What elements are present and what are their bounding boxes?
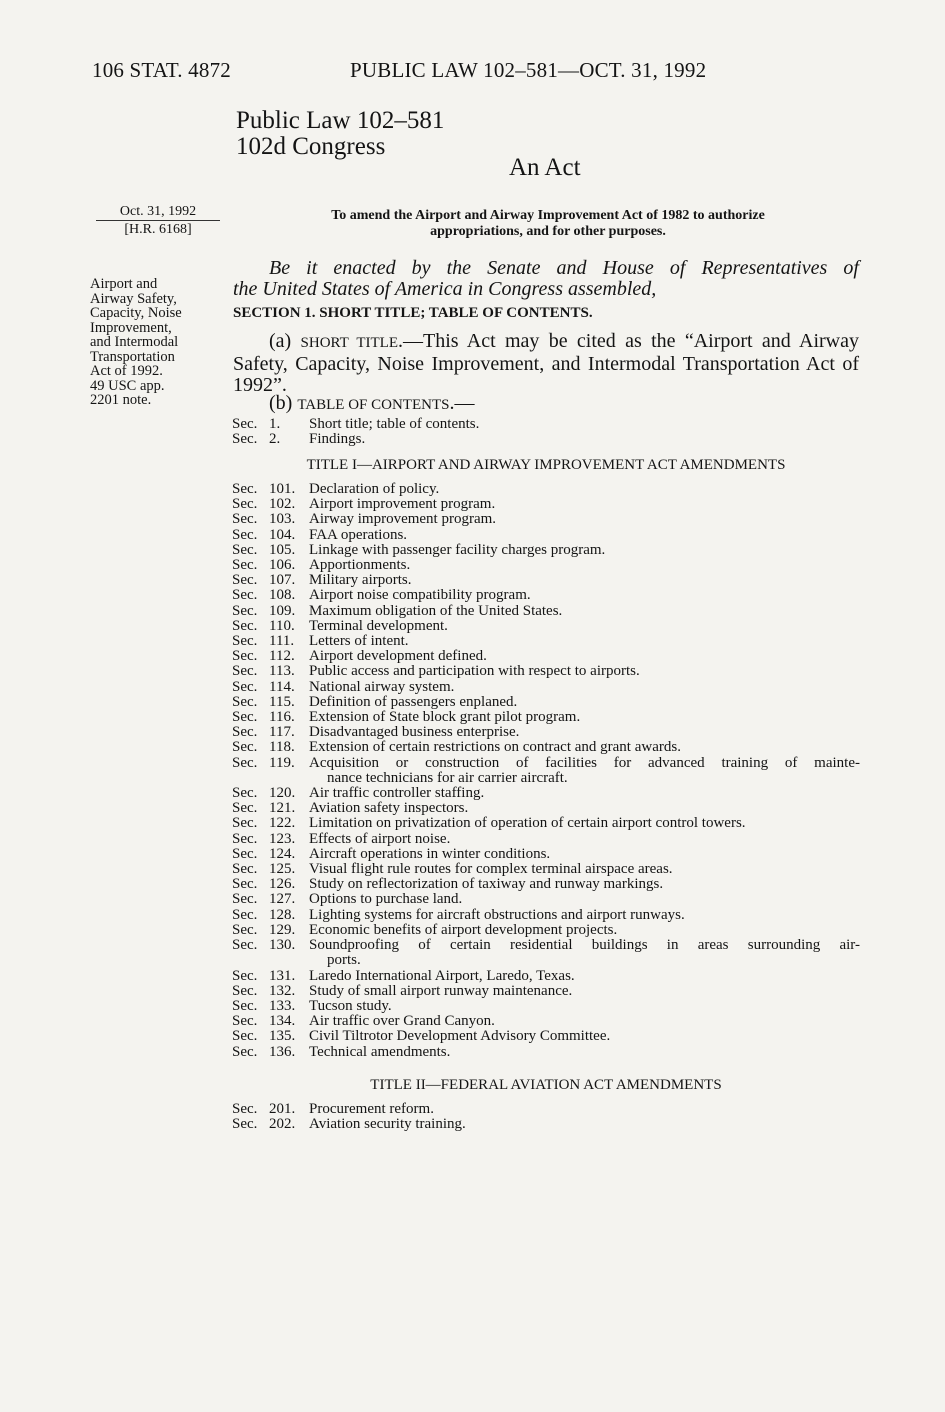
- toc-entry-title: [309, 832, 860, 847]
- title-2-section-list: [232, 1102, 860, 1132]
- toc-entry-sec-label: Sec.: [232, 830, 258, 847]
- toc-entry-title: [309, 862, 860, 877]
- enacting-line-2: the United States of America in Congress assembled,: [233, 278, 657, 300]
- margin-note-line: Transportation: [90, 348, 175, 365]
- toc-entry-number: 127.: [269, 891, 296, 908]
- enactment-date: Oct. 31, 1992: [119, 204, 197, 219]
- toc-entry-title: [309, 816, 860, 831]
- toc-entry-sec-label: Sec.: [232, 785, 258, 802]
- toc-entry-title-continued: nance technicians for air carrier aircraft.: [327, 769, 568, 786]
- toc-entry-number: 124.: [269, 845, 296, 862]
- toc-entry-title: [309, 573, 860, 588]
- toc-entry-number: 114.: [269, 678, 295, 695]
- toc-intro-list: [232, 417, 860, 447]
- toc-entry-sec-label: Sec.: [232, 511, 258, 528]
- toc-entry-title-text: Public access and participation with respect to airports.: [309, 663, 640, 680]
- toc-entry-title: [309, 1014, 860, 1029]
- toc-entry: [232, 482, 860, 497]
- bill-number: [H.R. 6168]: [124, 222, 192, 237]
- margin-date-block: [98, 203, 218, 238]
- purpose-line-2: appropriations, and for other purposes.: [430, 224, 666, 239]
- toc-entry-title-text: Letters of intent.: [309, 633, 409, 650]
- toc-entry-number: 131.: [269, 967, 296, 984]
- toc-entry: [232, 432, 860, 447]
- toc-entry-number: 105.: [269, 541, 296, 558]
- toc-entry-sec-label: Sec.: [232, 967, 258, 984]
- short-title-text: .—This Act may be cited as the “Airport and Airway Safety, Capacity, Noise Improvement, and Intermodal Transportation Act of 1992”.: [233, 330, 859, 396]
- toc-entry: [232, 786, 860, 801]
- toc-entry: [232, 801, 860, 816]
- toc-entry-title: [309, 892, 860, 907]
- toc-entry: [232, 588, 860, 603]
- toc-entry-sec-label: Sec.: [232, 541, 258, 558]
- toc-entry: [232, 649, 860, 664]
- toc-entry: [232, 847, 860, 862]
- margin-note: [90, 277, 220, 408]
- toc-entry-title-text: Soundproofing of certain residential buildings in areas surrounding air-: [309, 937, 860, 954]
- toc-entry-number: 106.: [269, 557, 296, 574]
- margin-note-line: and Intermodal: [90, 334, 179, 350]
- an-act-heading: An Act: [509, 154, 581, 181]
- toc-entry-number: 113.: [269, 663, 295, 680]
- toc-entry: [232, 664, 860, 679]
- toc-entry: [232, 832, 860, 847]
- toc-entry-number: 116.: [269, 709, 295, 726]
- toc-entry-sec-label: Sec.: [232, 572, 258, 589]
- toc-entry-sec-label: Sec.: [232, 633, 258, 650]
- toc-entry-sec-label: Sec.: [232, 754, 258, 771]
- toc-entry-sec-label: Sec.: [232, 1043, 258, 1060]
- toc-entry: [232, 634, 860, 649]
- page-stat: 106 STAT. 4872: [92, 58, 231, 82]
- toc-entry-sec-label: Sec.: [232, 1116, 258, 1133]
- toc-entry-number: 125.: [269, 861, 296, 878]
- toc-entry-title-text: Procurement reform.: [309, 1101, 434, 1117]
- short-title-paragraph: [233, 331, 859, 396]
- toc-entry-number: 102.: [269, 496, 296, 513]
- toc-entry-title-text: Acquisition or construction of facilities for advanced training of mainte-: [309, 754, 860, 771]
- toc-entry-number: 1.: [269, 416, 281, 432]
- short-title-prefix: (a): [269, 330, 301, 352]
- toc-entry-sec-label: Sec.: [232, 526, 258, 543]
- toc-entry-title-text: Airport noise compatibility program.: [309, 587, 531, 604]
- toc-entry-title: [309, 588, 860, 603]
- toc-entry-title: [309, 801, 860, 816]
- toc-entry-number: 117.: [269, 724, 295, 741]
- toc-entry-title: [309, 432, 860, 447]
- margin-note-line: 2201 note.: [90, 392, 152, 408]
- toc-entry-title: [309, 497, 860, 512]
- toc-entry-title-text: Study of small airport runway maintenance.: [309, 982, 573, 999]
- toc-entry-sec-label: Sec.: [232, 815, 258, 832]
- toc-entry: [232, 984, 860, 999]
- toc-entry-title: [309, 786, 860, 801]
- toc-entry: [232, 862, 860, 877]
- toc-entry-title-text: Aircraft operations in winter conditions.: [309, 845, 551, 862]
- toc-entry-title: [309, 1117, 860, 1132]
- toc-entry-sec-label: Sec.: [232, 1028, 258, 1045]
- toc-entry-sec-label: Sec.: [232, 587, 258, 604]
- toc-entry-sec-label: Sec.: [232, 906, 258, 923]
- short-title-label: SHORT TITLE: [300, 335, 398, 351]
- margin-note-line: Airway Safety,: [90, 290, 177, 307]
- toc-entry-sec-label: Sec.: [232, 416, 258, 432]
- toc-entry: [232, 573, 860, 588]
- enacting-line-1: Be it enacted by the Senate and House of Representatives of: [269, 257, 859, 279]
- toc-entry: [232, 892, 860, 907]
- toc-entry: [232, 740, 860, 755]
- title-2-heading: TITLE II—FEDERAL AVIATION ACT AMENDMENTS: [370, 1077, 722, 1093]
- toc-entry: [232, 969, 860, 984]
- toc-entry-title-text: Extension of certain restrictions on contract and grant awards.: [309, 739, 681, 756]
- law-title-block: [236, 108, 444, 160]
- toc-entry: [232, 619, 860, 634]
- toc-entry-title: [309, 417, 860, 432]
- running-header: PUBLIC LAW 102–581—OCT. 31, 1992: [350, 58, 707, 82]
- congress-number: 102d Congress: [236, 133, 386, 160]
- toc-entry-title-text: Air traffic over Grand Canyon.: [309, 1013, 495, 1030]
- toc-entry: [232, 512, 860, 527]
- toc-entry-sec-label: Sec.: [232, 724, 258, 741]
- toc-entry-title: [309, 512, 860, 527]
- toc-entry-number: 112.: [269, 648, 295, 665]
- toc-entry-title: [309, 908, 860, 923]
- toc-entry: [232, 908, 860, 923]
- toc-entry: [232, 816, 860, 831]
- toc-entry-title: [309, 558, 860, 573]
- toc-entry-title: [309, 528, 860, 543]
- toc-entry-number: 135.: [269, 1028, 296, 1045]
- toc-entry-number: 128.: [269, 906, 296, 923]
- toc-prefix: (b): [269, 392, 298, 414]
- toc-entry-number: 122.: [269, 815, 296, 832]
- toc-entry-title-text: Disadvantaged business enterprise.: [309, 724, 520, 741]
- toc-entry-number: 130.: [269, 937, 296, 954]
- toc-entry-title-text: Limitation on privatization of operation of certain airport control towers.: [309, 815, 746, 832]
- toc-entry-title: [309, 923, 860, 938]
- toc-entry-title: [309, 604, 860, 619]
- toc-entry-title-text: Findings.: [309, 431, 366, 448]
- toc-entry-title-text: Effects of airport noise.: [309, 830, 451, 847]
- toc-entry-sec-label: Sec.: [232, 431, 258, 448]
- toc-entry-title-text: Declaration of policy.: [309, 481, 440, 497]
- toc-suffix: .—: [449, 392, 475, 414]
- toc-entry-sec-label: Sec.: [232, 617, 258, 634]
- toc-entry-sec-label: Sec.: [232, 481, 258, 497]
- toc-entry: [232, 725, 860, 740]
- toc-entry-title: [309, 543, 860, 558]
- toc-entry-number: 133.: [269, 997, 296, 1014]
- toc-entry-title-text: Apportionments.: [309, 557, 411, 574]
- toc-entry-number: 136.: [269, 1043, 296, 1060]
- toc-entry-title: [309, 1029, 860, 1044]
- toc-entry-number: 129.: [269, 921, 296, 938]
- toc-entry-sec-label: Sec.: [232, 845, 258, 862]
- toc-entry-number: 132.: [269, 982, 296, 999]
- toc-entry-title: [309, 1102, 860, 1117]
- toc-entry-title: [309, 634, 860, 649]
- toc-entry-title-text: Linkage with passenger facility charges program.: [309, 541, 606, 558]
- toc-entry-title: [309, 984, 860, 999]
- toc-entry-title-text: Technical amendments.: [309, 1043, 451, 1060]
- toc-entry-sec-label: Sec.: [232, 921, 258, 938]
- toc-entry: [232, 680, 860, 695]
- toc-entry-sec-label: Sec.: [232, 937, 258, 954]
- toc-entry-number: 119.: [269, 754, 295, 771]
- toc-entry-title: [309, 847, 860, 862]
- toc-entry-number: 134.: [269, 1013, 296, 1030]
- toc-entry-number: 108.: [269, 587, 296, 604]
- enacting-clause: [233, 258, 859, 300]
- toc-entry-title: [309, 1045, 860, 1060]
- toc-entry-title-text: Aviation security training.: [309, 1116, 466, 1133]
- margin-note-line: 49 USC app.: [90, 377, 165, 394]
- toc-entry-title-text: Options to purchase land.: [309, 891, 463, 908]
- toc-entry-title: [309, 664, 860, 679]
- toc-entry: [232, 1045, 860, 1060]
- toc-entry-title-text: Visual flight rule routes for complex terminal airspace areas.: [309, 861, 673, 878]
- toc-entry-title-text: Civil Tiltrotor Development Advisory Committee.: [309, 1028, 611, 1045]
- toc-entry-title-text: FAA operations.: [309, 526, 408, 543]
- toc-entry-sec-label: Sec.: [232, 739, 258, 756]
- purpose-statement: [236, 208, 860, 240]
- toc-entry-title-text: Aviation safety inspectors.: [309, 800, 469, 817]
- toc-entry-title: [309, 877, 860, 892]
- toc-entry-title: [309, 619, 860, 634]
- toc-entry: [232, 923, 860, 938]
- toc-entry: [232, 938, 860, 968]
- toc-entry-title-text: Definition of passengers enplaned.: [309, 693, 518, 710]
- toc-entry: [232, 1029, 860, 1044]
- toc-entry-title: [309, 482, 860, 497]
- toc-entry-sec-label: Sec.: [232, 861, 258, 878]
- toc-entry-title-text: National airway system.: [309, 678, 455, 695]
- toc-entry: [232, 710, 860, 725]
- margin-note-line: Improvement,: [90, 319, 172, 336]
- toc-entry-number: 104.: [269, 526, 296, 543]
- toc-heading: [269, 392, 474, 415]
- toc-entry: [232, 497, 860, 512]
- toc-entry-sec-label: Sec.: [232, 1101, 258, 1117]
- toc-entry: [232, 1102, 860, 1117]
- toc-entry: [232, 604, 860, 619]
- toc-entry-number: 110.: [269, 617, 295, 634]
- toc-entry-title: [309, 649, 860, 664]
- toc-entry-title-text: Military airports.: [309, 572, 412, 589]
- toc-entry-number: 202.: [269, 1116, 296, 1133]
- toc-entry-number: 120.: [269, 785, 296, 802]
- toc-entry-sec-label: Sec.: [232, 663, 258, 680]
- toc-entry-sec-label: Sec.: [232, 557, 258, 574]
- toc-entry-sec-label: Sec.: [232, 648, 258, 665]
- toc-label: TABLE OF CONTENTS: [297, 397, 450, 413]
- toc-entry: [232, 999, 860, 1014]
- toc-entry-title: [309, 999, 860, 1014]
- toc-entry-sec-label: Sec.: [232, 496, 258, 513]
- toc-entry-sec-label: Sec.: [232, 1013, 258, 1030]
- toc-entry-title-text: Laredo International Airport, Laredo, Texas.: [309, 967, 575, 984]
- purpose-line-1: To amend the Airport and Airway Improvement Act of 1982 to authorize: [331, 208, 765, 223]
- toc-entry-title-text: Air traffic controller staffing.: [309, 785, 485, 802]
- toc-entry-sec-label: Sec.: [232, 709, 258, 726]
- title-1-heading: TITLE I—AIRPORT AND AIRWAY IMPROVEMENT ACT AMENDMENTS: [306, 457, 786, 473]
- toc-entry-title-text: Extension of State block grant pilot program.: [309, 709, 581, 726]
- toc-entry-number: 118.: [269, 739, 295, 756]
- toc-entry-number: 115.: [269, 693, 295, 710]
- toc-entry-title-continued: ports.: [327, 952, 361, 969]
- toc-entry-number: 126.: [269, 876, 296, 893]
- toc-entry-title: [309, 695, 860, 710]
- toc-entry-title-text: Airport improvement program.: [309, 496, 496, 513]
- toc-entry-number: 123.: [269, 830, 296, 847]
- toc-entry-title: [309, 756, 860, 786]
- toc-entry: [232, 756, 860, 786]
- toc-entry-sec-label: Sec.: [232, 602, 258, 619]
- toc-entry-number: 201.: [269, 1101, 296, 1117]
- toc-entry-number: 103.: [269, 511, 296, 528]
- toc-entry-title: [309, 740, 860, 755]
- toc-entry: [232, 558, 860, 573]
- toc-entry-title-text: Airway improvement program.: [309, 511, 497, 528]
- toc-entry: [232, 1117, 860, 1132]
- toc-entry-sec-label: Sec.: [232, 876, 258, 893]
- toc-entry-title-text: Maximum obligation of the United States.: [309, 602, 563, 619]
- toc-entry: [232, 695, 860, 710]
- toc-entry-title-text: Study on reflectorization of taxiway and runway markings.: [309, 876, 664, 893]
- toc-entry-title: [309, 938, 860, 968]
- toc-entry-title-text: Short title; table of contents.: [309, 416, 480, 432]
- toc-entry-number: 107.: [269, 572, 296, 589]
- toc-entry-title-text: Lighting systems for aircraft obstructions and airport runways.: [309, 906, 685, 923]
- toc-entry-number: 109.: [269, 602, 296, 619]
- toc-entry-sec-label: Sec.: [232, 982, 258, 999]
- toc-entry-title: [309, 725, 860, 740]
- toc-entry-title-text: Tucson study.: [309, 997, 392, 1014]
- margin-note-line: Act of 1992.: [90, 363, 163, 379]
- toc-entry: [232, 417, 860, 432]
- toc-entry-title: [309, 680, 860, 695]
- toc-entry: [232, 528, 860, 543]
- toc-entry-sec-label: Sec.: [232, 693, 258, 710]
- margin-note-line: Airport and: [90, 276, 158, 292]
- title-1-section-list: [232, 482, 860, 1060]
- toc-entry-title: [309, 710, 860, 725]
- toc-entry-sec-label: Sec.: [232, 997, 258, 1014]
- margin-note-line: Capacity, Noise: [90, 305, 182, 321]
- toc-entry-number: 2.: [269, 431, 281, 448]
- toc-entry-title-text: Airport development defined.: [309, 648, 487, 665]
- toc-entry-title-text: Economic benefits of airport development projects.: [309, 921, 618, 938]
- toc-entry-number: 121.: [269, 800, 296, 817]
- toc-entry-number: 111.: [269, 633, 295, 650]
- toc-entry-title-text: Terminal development.: [309, 617, 448, 634]
- toc-entry-sec-label: Sec.: [232, 678, 258, 695]
- toc-entry-sec-label: Sec.: [232, 800, 258, 817]
- toc-entry: [232, 1014, 860, 1029]
- public-law-number: Public Law 102–581: [236, 107, 445, 134]
- toc-entry: [232, 877, 860, 892]
- section-1-heading: SECTION 1. SHORT TITLE; TABLE OF CONTENTS.: [233, 305, 593, 321]
- toc-entry-number: 101.: [269, 481, 296, 497]
- toc-entry-title: [309, 969, 860, 984]
- toc-entry-sec-label: Sec.: [232, 891, 258, 908]
- toc-entry: [232, 543, 860, 558]
